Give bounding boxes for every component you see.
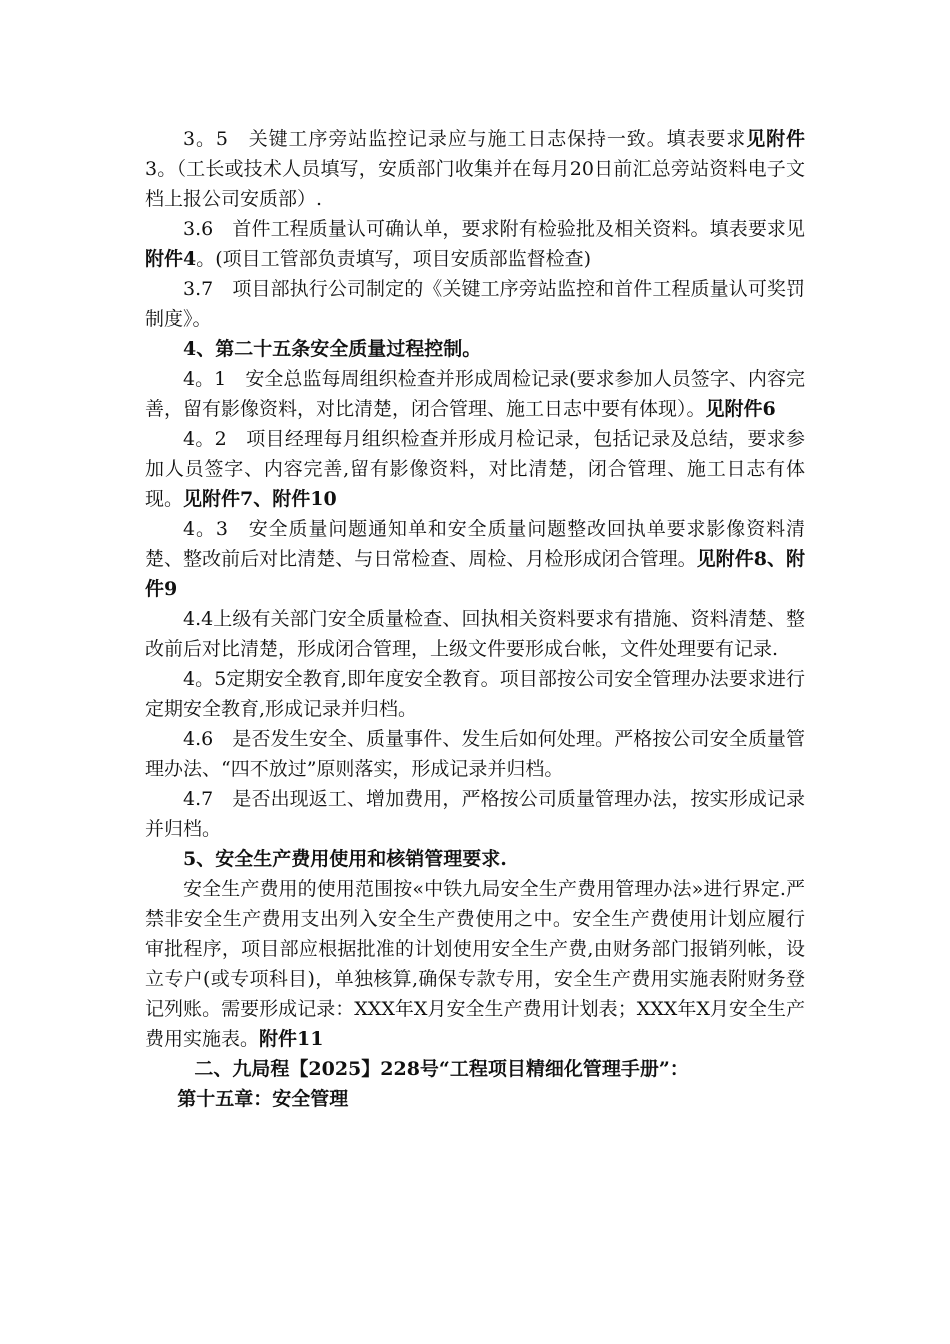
paragraph-text: 4.7 是否出现返工、增加费用，严格按公司质量管理办法，按实形成记录并归档。 <box>145 788 805 840</box>
paragraph-text: 4。3 安全质量问题通知单和安全质量问题整改回执单要求影像资料清楚、整改前后对比清楚、与日常检查、周检、月检形成闭合管理。 <box>145 518 805 570</box>
attachment-reference: 附件11 <box>259 1028 324 1050</box>
paragraph-text: 4。5定期安全教育,即年度安全教育。项目部按公司安全管理办法要求进行定期安全教育,形成记录并归档。 <box>145 668 805 720</box>
section-heading-h2 <box>145 1054 805 1084</box>
paragraph-p36 <box>145 214 805 274</box>
attachment-reference: 见附件6 <box>705 398 776 420</box>
paragraph-text: 4、第二十五条安全质量过程控制。 <box>183 338 482 360</box>
paragraph-text: 安全生产费用的使用范围按«中铁九局安全生产费用管理办法»进行界定.严禁非安全生产费用支出列入安全生产费使用之中。安全生产费使用计划应履行审批程序，项目部应根据批准的计划使用安全生产费,由财务部门报销列帐，设立专户(或专项科目)，单独核算,确保专款专用，安全生产费用实施表附财务登记列账。需要形成记录：XXX年X月安全生产费用计划表；XXX年X月安全生产费用实施表。 <box>145 878 805 1050</box>
attachment-reference: 见附件 <box>746 128 805 150</box>
paragraph-text: 3。5 关键工序旁站监控记录应与施工日志保持一致。填表要求 <box>183 128 747 150</box>
paragraph-p44 <box>145 604 805 664</box>
attachment-reference: 附件4 <box>145 248 197 270</box>
paragraph-text: 4.6 是否发生安全、质量事件、发生后如何处理。严格按公司安全质量管理办法、“四不放过”原则落实，形成记录并归档。 <box>145 728 805 780</box>
paragraph-p43 <box>145 514 805 604</box>
section-heading-h5 <box>145 844 805 874</box>
paragraph-p46 <box>145 724 805 784</box>
paragraph-text: 3。（工长或技术人员填写，安质部门收集并在每月20日前汇总旁站资料电子文档上报公司安质部）. <box>145 158 805 210</box>
document-page <box>145 124 805 1114</box>
paragraph-text: 3.6 首件工程质量认可确认单，要求附有检验批及相关资料。填表要求见 <box>183 218 805 240</box>
paragraph-p5 <box>145 874 805 1054</box>
section-heading-h4 <box>145 334 805 364</box>
paragraph-text: 4。2 项目经理每月组织检查并形成月检记录，包括记录及总结，要求参加人员签字、内容完善,留有影像资料，对比清楚，闭合管理、施工日志有体现。 <box>145 428 805 510</box>
paragraph-p42 <box>145 424 805 514</box>
section-heading-h15 <box>145 1084 805 1114</box>
paragraph-text: 5、安全生产费用使用和核销管理要求. <box>183 848 507 870</box>
paragraph-text: 二、九局程【2025】228号“工程项目精细化管理手册”： <box>194 1058 689 1080</box>
paragraph-text: 。(项目工管部负责填写，项目安质部监督检查) <box>196 248 592 270</box>
paragraph-p41 <box>145 364 805 424</box>
paragraph-text: 第十五章：安全管理 <box>177 1088 349 1110</box>
attachment-reference: 见附件8、附件9 <box>145 548 805 600</box>
paragraph-p45 <box>145 664 805 724</box>
paragraph-text: 4。1 安全总监每周组织检查并形成周检记录(要求参加人员签字、内容完善，留有影像资料，对比清楚，闭合管理、施工日志中要有体现）。 <box>145 368 805 420</box>
paragraph-p37 <box>145 274 805 334</box>
paragraph-text: 4.4上级有关部门安全质量检查、回执相关资料要求有措施、资料清楚、整改前后对比清楚，形成闭合管理，上级文件要形成台帐，文件处理要有记录. <box>145 608 805 660</box>
paragraph-p35 <box>145 124 805 214</box>
attachment-reference: 见附件7、附件10 <box>183 488 337 510</box>
paragraph-p47 <box>145 784 805 844</box>
paragraph-text: 3.7 项目部执行公司制定的《关键工序旁站监控和首件工程质量认可奖罚制度》。 <box>145 278 805 330</box>
